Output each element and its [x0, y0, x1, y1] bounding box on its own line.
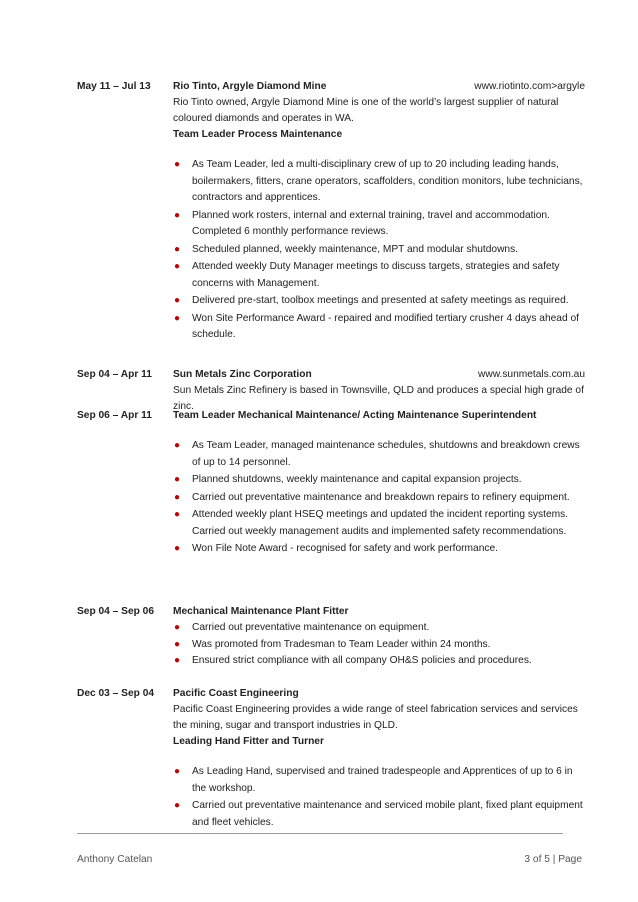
- company-url[interactable]: www.sunmetals.com.au: [477, 369, 585, 380]
- list-item: ● Carried out preventative maintenance and breakdown repairs to refinery equipment.: [173, 490, 585, 507]
- company-name: Pacific Coast Engineering: [173, 688, 299, 699]
- job-bullets: [173, 438, 585, 558]
- job-header: [173, 686, 585, 702]
- company-name: Rio Tinto, Argyle Diamond Mine: [173, 81, 327, 92]
- list-item: ● Attended weekly plant HSEQ meetings and updated the incident reporting systems. Carried out weekly management audits and implemented safety recommendations.: [174, 509, 569, 537]
- job-content: [173, 79, 585, 344]
- bullet-icon: ●: [174, 159, 181, 170]
- bullet-icon: ●: [174, 440, 181, 451]
- company-url[interactable]: www.riotinto.com>argyle: [474, 81, 585, 92]
- job-content: [173, 408, 585, 558]
- job-content: [173, 686, 585, 831]
- list-item: ● Delivered pre-start, toolbox meetings and presented at safety meetings as required.: [173, 293, 585, 310]
- job-bullets: [173, 620, 585, 670]
- bullet-icon: ●: [174, 800, 181, 811]
- bullet-icon: ●: [174, 209, 181, 221]
- bullet-icon: ●: [174, 543, 181, 554]
- job-date: Sep 04 – Apr 11: [77, 369, 152, 380]
- list-item: ● Carried out preventative maintenance and serviced mobile plant, fixed plant equipment and fleet vehicles.: [174, 800, 583, 828]
- bullet-icon: ●: [174, 766, 181, 777]
- bullet-icon: ●: [174, 491, 181, 503]
- job-role: Team Leader Mechanical Maintenance/ Acting Maintenance Superintendent: [173, 410, 537, 421]
- job-role: Team Leader Process Maintenance: [173, 129, 343, 140]
- job-date: Sep 04 – Sep 06: [77, 606, 155, 617]
- footer-author: Anthony Catelan: [77, 854, 153, 865]
- footer-divider: [77, 833, 563, 834]
- bullet-icon: ●: [174, 261, 181, 272]
- list-item: ● Attended weekly Duty Manager meetings to discuss targets, strategies and safety concerns with Management.: [174, 261, 560, 289]
- job-header: [173, 79, 585, 95]
- bullet-icon: ●: [174, 243, 181, 255]
- bullet-icon: ●: [174, 638, 181, 650]
- list-item: ● As Team Leader, managed maintenance schedules, shutdowns and breakdown crews of up to 14 personnel.: [174, 440, 580, 468]
- list-item: ● As Leading Hand, supervised and trained tradespeople and Apprentices of up to 6 in the workshop.: [174, 766, 573, 794]
- job-date: Dec 03 – Sep 04: [77, 688, 155, 699]
- list-item: ● Won File Note Award - recognised for safety and work performance.: [173, 541, 585, 558]
- bullet-icon: ●: [174, 474, 181, 485]
- job-date: May 11 – Jul 13: [77, 81, 151, 92]
- list-item: ● Scheduled planned, weekly maintenance, MPT and modular shutdowns.: [173, 242, 585, 259]
- job-role: Mechanical Maintenance Plant Fitter: [173, 606, 349, 617]
- bullet-icon: ●: [174, 295, 181, 306]
- job-date: Sep 06 – Apr 11: [77, 410, 152, 421]
- job-bullets: [173, 764, 585, 831]
- list-item: ● Planned shutdowns, weekly maintenance and capital expansion projects.: [173, 472, 585, 489]
- company-description: Sun Metals Zinc Refinery is based in Townsville, QLD and produces a special high grade of zinc.: [173, 385, 584, 412]
- company-description: Rio Tinto owned, Argyle Diamond Mine is one of the world’s largest supplier of natural coloured diamonds and operates in WA.: [173, 97, 559, 124]
- footer-page-number: 3 of 5 | Page: [524, 854, 582, 865]
- list-item: ● Was promoted from Tradesman to Team Leader within 24 months.: [173, 637, 585, 654]
- bullet-icon: ●: [174, 509, 181, 520]
- company-name: Sun Metals Zinc Corporation: [173, 369, 312, 380]
- job-header: [173, 367, 585, 383]
- job-role: Leading Hand Fitter and Turner: [173, 736, 324, 747]
- list-item: ● Planned work rosters, internal and external training, travel and accommodation. Completed 6 monthly performance reviews.: [174, 209, 550, 237]
- job-content: [173, 604, 585, 670]
- list-item: ● Ensured strict compliance with all company OH&S policies and procedures.: [173, 653, 585, 670]
- bullet-icon: ●: [174, 622, 181, 633]
- company-description: Pacific Coast Engineering provides a wide range of steel fabrication services and services the mining, sugar and transport industries in QLD.: [173, 704, 578, 731]
- job-bullets: [173, 157, 585, 344]
- bullet-icon: ●: [174, 655, 181, 666]
- list-item: ● Carried out preventative maintenance on equipment.: [173, 620, 585, 637]
- bullet-icon: ●: [174, 312, 181, 324]
- list-item: ● As Team Leader, led a multi-disciplinary crew of up to 20 including leading hands, boilermakers, fitters, crane operators, scaffolders, condition monitors, lube technicians, contractors and apprentices.: [174, 159, 583, 203]
- list-item: ● Won Site Performance Award - repaired and modified tertiary crusher 4 days ahead of schedule.: [174, 312, 579, 340]
